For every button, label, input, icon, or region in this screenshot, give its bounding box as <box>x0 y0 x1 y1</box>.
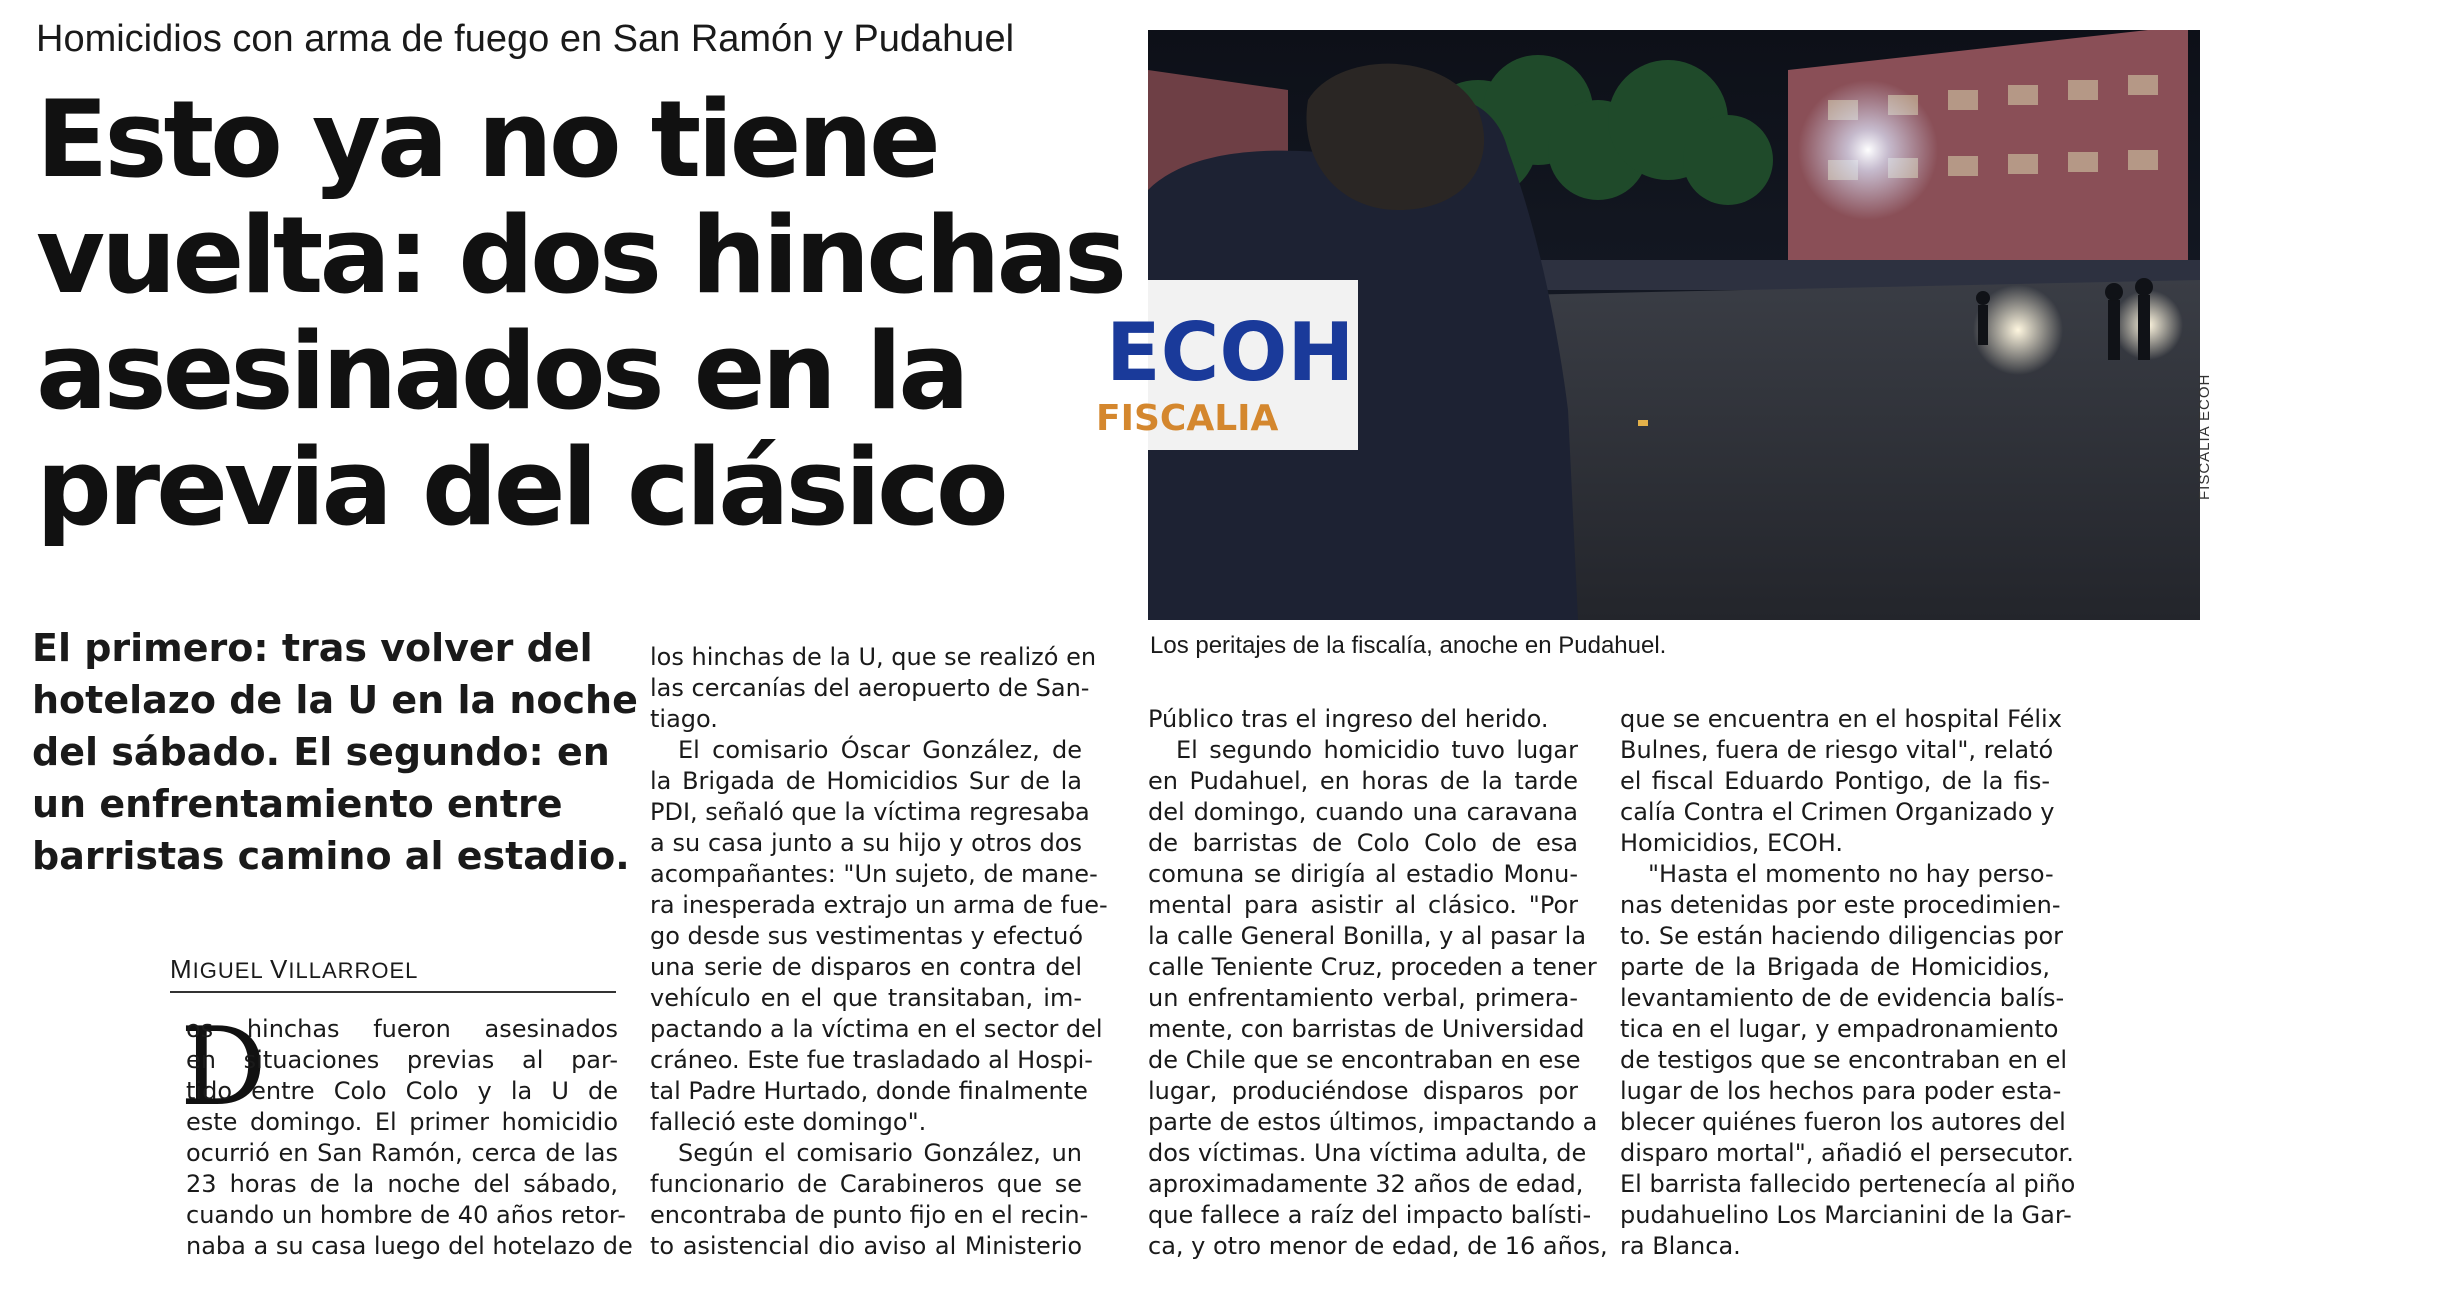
body-line: un enfrentamiento verbal, primera- <box>1148 984 1578 1012</box>
body-line: tal Padre Hurtado, donde finalmente <box>650 1077 1088 1105</box>
body-line: 23 horas de la noche del sábado, <box>186 1170 618 1198</box>
body-line: Homicidios, ECOH. <box>1620 829 1844 857</box>
body-line: naba a su casa luego del hotelazo de <box>186 1232 633 1260</box>
headline-line: vuelta: dos hinchas <box>36 194 1124 317</box>
headline-line: previa del clásico <box>36 426 1005 549</box>
body-line: PDI, señaló que la víctima regresaba <box>650 798 1090 826</box>
body-line: que fallece a raíz del impacto balísti- <box>1148 1201 1592 1229</box>
body-line: en Pudahuel, en horas de la tarde <box>1148 767 1578 795</box>
body-line: to. Se están haciendo diligencias por <box>1620 922 2064 950</box>
body-line: encontraba de punto fijo en el recin- <box>650 1201 1089 1229</box>
body-column-1 <box>186 1014 618 1107</box>
body-line: levantamiento de de evidencia balís- <box>1620 984 2065 1012</box>
headline-line: Esto ya no tiene <box>36 78 937 201</box>
body-line: dos víctimas. Una víctima adulta, de <box>1148 1139 1587 1167</box>
body-line: tido entre Colo Colo y la U de <box>186 1077 618 1105</box>
body-line: El barrista fallecido pertenecía al piño <box>1620 1170 2076 1198</box>
body-line: de testigos que se encontraban en el <box>1620 1046 2068 1074</box>
body-line: falleció este domingo". <box>650 1108 927 1136</box>
body-line: comuna se dirigía al estadio Monu- <box>1148 860 1578 888</box>
body-line: disparo mortal", añadió el persecutor. <box>1620 1139 2074 1167</box>
body-line: "Hasta el momento no hay perso- <box>1648 860 2054 888</box>
body-line: ra Blanca. <box>1620 1232 1741 1260</box>
body-line: mente, con barristas de Universidad <box>1148 1015 1585 1043</box>
deck-line: hotelazo de la U en la noche <box>32 678 638 722</box>
body-line: parte de estos últimos, impactando a <box>1148 1108 1598 1136</box>
body-line: go desde sus vestimentas y efectuó <box>650 922 1083 950</box>
body-line: Bulnes, fuera de riesgo vital", relató <box>1620 736 2054 764</box>
body-line: lugar de los hechos para poder esta- <box>1620 1077 2062 1105</box>
body-line: ca, y otro menor de edad, de 16 años, <box>1148 1232 1608 1260</box>
deck-line: del sábado. El segundo: en <box>32 730 610 774</box>
body-line: de Chile que se encontraban en ese <box>1148 1046 1581 1074</box>
byline <box>170 954 616 993</box>
body-line: ra inesperada extrajo un arma de fue- <box>650 891 1108 919</box>
body-line: pudahuelino Los Marcianini de la Gar- <box>1620 1201 2072 1229</box>
body-line: Según el comisario González, un <box>678 1139 1082 1167</box>
body-line: mental para asistir al clásico. "Por <box>1148 891 1578 919</box>
body-line: las cercanías del aeropuerto de San- <box>650 674 1090 702</box>
article-deck <box>32 622 638 882</box>
body-line: ocurrió en San Ramón, cerca de las <box>186 1139 618 1167</box>
body-line: de barristas de Colo Colo de esa <box>1148 829 1578 857</box>
body-line: los hinchas de la U, que se realizó en <box>650 643 1097 671</box>
deck-line: un enfrentamiento entre <box>32 782 563 826</box>
body-line: la calle General Bonilla, y al pasar la <box>1148 922 1587 950</box>
body-line: en situaciones previas al par- <box>186 1046 618 1074</box>
body-column-2 <box>650 642 1108 1262</box>
body-line: parte de la Brigada de Homicidios, <box>1620 953 2050 981</box>
body-line: blecer quiénes fueron los autores del <box>1620 1108 2066 1136</box>
photo-caption: Los peritajes de la fiscalía, anoche en Pudahuel. <box>1150 632 1667 659</box>
jacket-text: ECOH <box>1106 306 1355 399</box>
body-line: este domingo. El primer homicidio <box>186 1108 618 1136</box>
body-line: calle Teniente Cruz, proceden a tener <box>1148 953 1597 981</box>
article-headline <box>36 78 1124 549</box>
body-line: El segundo homicidio tuvo lugar <box>1176 736 1578 764</box>
body-column-1-lower <box>186 1107 633 1262</box>
byline-initial: M <box>170 954 193 984</box>
body-line: calía Contra el Crimen Organizado y <box>1620 798 2055 826</box>
body-column-4 <box>1620 704 2076 1262</box>
byline-initial: V <box>270 954 289 984</box>
body-line: tica en el lugar, y empadronamiento <box>1620 1015 2059 1043</box>
body-line: funcionario de Carabineros que se <box>650 1170 1082 1198</box>
headline-line: asesinados en la <box>36 310 966 433</box>
body-line: a su casa junto a su hijo y otros dos <box>650 829 1082 857</box>
byline-rest: IGUEL <box>192 958 263 983</box>
body-line: to asistencial dio aviso al Ministerio <box>650 1232 1082 1260</box>
byline-rest: ILLARROEL <box>288 958 419 983</box>
body-line: el fiscal Eduardo Pontigo, de la fis- <box>1620 767 2050 795</box>
deck-line: barristas camino al estadio. <box>32 834 630 878</box>
body-line: tiago. <box>650 705 718 733</box>
body-line: cuando un hombre de 40 años retor- <box>186 1201 626 1229</box>
body-column-3 <box>1148 704 1608 1262</box>
body-line: Público tras el ingreso del herido. <box>1148 705 1549 733</box>
body-line: cráneo. Este fue trasladado al Hospi- <box>650 1046 1093 1074</box>
body-line: nas detenidas por este procedimien- <box>1620 891 2061 919</box>
body-line: la Brigada de Homicidios Sur de la <box>650 767 1082 795</box>
body-line: acompañantes: "Un sujeto, de mane- <box>650 860 1098 888</box>
body-line: una serie de disparos en contra del <box>650 953 1082 981</box>
body-line: del domingo, cuando una caravana <box>1148 798 1578 826</box>
body-line: que se encuentra en el hospital Félix <box>1620 705 2062 733</box>
body-line: os hinchas fueron asesinados <box>186 1015 618 1043</box>
jacket-text: FISCALIA <box>1096 398 1279 439</box>
deck-line: El primero: tras volver del <box>32 626 593 670</box>
photo-credit: FISCALIA ECOH <box>2196 373 2213 500</box>
body-line: El comisario Óscar González, de <box>678 736 1082 764</box>
news-photo <box>1096 30 2200 620</box>
body-line: aproximadamente 32 años de edad, <box>1148 1170 1584 1198</box>
body-line: pactando a la víctima en el sector del <box>650 1015 1103 1043</box>
drop-cap: D <box>180 1005 267 1130</box>
body-line: vehículo en el que transitaban, im- <box>650 984 1082 1012</box>
article-kicker: Homicidios con arma de fuego en San Ramón y Pudahuel <box>36 18 1015 60</box>
body-line: lugar, produciéndose disparos por <box>1148 1077 1578 1105</box>
